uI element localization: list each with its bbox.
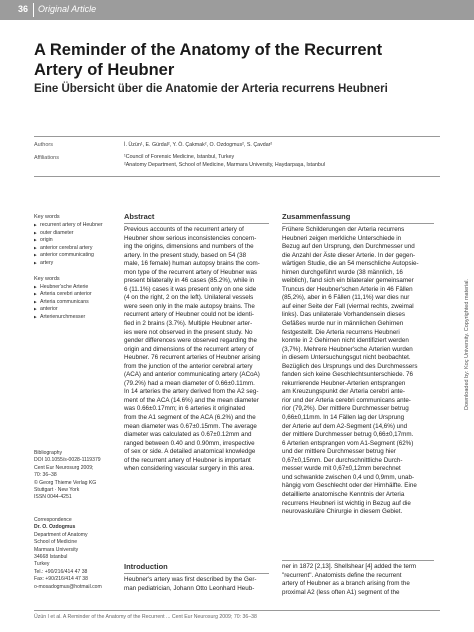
article-title: A Reminder of the Anatomy of the Recurrent Artery of Heubner <box>34 41 383 79</box>
text-line: male, 16 female) human autopsy brains the com- <box>124 260 260 268</box>
key-word: ▶ Arterienurchmesser <box>34 314 116 322</box>
bibliography-line: © Georg Thieme Verlag KG <box>34 479 97 486</box>
text-line: links). Das unilaterale Vorhandensein dieses <box>282 311 405 319</box>
key-word: ▶ outer diameter <box>34 230 116 238</box>
correspondence <box>34 517 116 591</box>
divider <box>124 573 269 574</box>
text-line: 0,66±0,11mm. In 14 Fällen lag der Ursprung <box>282 414 405 422</box>
correspondence-line: Tel.: +90/216/414 47 38 <box>34 568 88 575</box>
text-line: Heubner's artery was first described by the Ger- <box>124 576 257 583</box>
text-line: hirnen durchgeführt wurde (38 männlich, 16 <box>282 268 403 276</box>
text-line: In 14 arteries the artery derived from the A2 seg- <box>124 388 259 396</box>
text-line: der mittlere Durchmesser betrug 0,66±0,17mm. <box>282 431 414 439</box>
text-line: weiblich), fand sich ein bilateraler gemeinsamer <box>282 277 414 285</box>
key-word: ▶ Arteria communicans <box>34 299 116 307</box>
text-line: "recurrent". Anatomists define the recurrent <box>282 571 402 579</box>
text-line: messer wurde mit 0,67±0,12mm berechnet <box>282 465 401 473</box>
correspondence-name: Dr. O. Ozdogmus <box>34 524 76 531</box>
affiliation-2: ²Anatomy Department, School of Medicine, Marmara University, Haydarpaşa, Istanbul <box>124 162 325 168</box>
text-line: man pediatrician, Johann Otto Leonhard Heub- <box>124 584 255 592</box>
text-line: (4 on the right, 2 on the left). Unilateral vessels <box>124 294 254 302</box>
text-line: festgestellt. Die Arteria recurrens Heubneri <box>282 328 400 336</box>
text-line: of the recurrent artery of Heubner is important <box>124 456 251 464</box>
text-line: Frühere Schilderungen der Arteria recurrens <box>282 226 405 233</box>
text-line: fanden sich keine Geschlechtsunterschiede. 76 <box>282 371 413 379</box>
key-word: ▶ Arteria cerebri anterior <box>34 291 116 299</box>
text-line: (3,7%). Mehrere Heubner'sche Arterien wurden <box>282 345 413 353</box>
text-line: gender differences were observed regarding the <box>124 337 257 345</box>
zusammenfassung-body <box>282 226 434 517</box>
introduction-body <box>124 576 269 593</box>
abstract-heading: Abstract <box>124 212 155 221</box>
introduction-continuation <box>282 563 434 597</box>
key-word: ▶ anterior <box>34 306 116 314</box>
text-line: Heubner. 76 recurrent arteries of Heubner arising <box>124 354 261 362</box>
text-line: mon type of the recurrent artery of Heubner was <box>124 268 258 276</box>
bibliography-line: Stuttgart · New York <box>34 487 80 494</box>
text-line: Bezug auf den Ursprung, den Durchmesser und <box>282 243 415 251</box>
text-line: rior und der Arteria cerebri communicans ante- <box>282 396 411 404</box>
text-line: in diesem Untersuchungsgut nicht beobachtet. <box>282 354 411 362</box>
text-line: Bezüglich des Ursprungs und des Durchmessers <box>282 362 418 370</box>
abstract-body <box>124 226 269 474</box>
page-number: 36 <box>18 4 29 14</box>
text-line: 6 (11.1%) cases it was present only on one side <box>124 285 257 293</box>
correspondence-label: Correspondence <box>34 517 72 523</box>
text-line: (ACA) and anterior communicating artery (ACoA) <box>124 371 260 379</box>
correspondence-email[interactable]: o-mosadogmus@hotmail.com <box>34 583 102 590</box>
download-note: Downloaded by: Koç University. Copyrighted material. <box>464 278 470 410</box>
divider <box>282 223 434 224</box>
correspondence-line: 34668 Istanbul <box>34 554 68 561</box>
authors: İ. Üzün¹, E. Gürdal², Y. Ö. Çakmak², O. Ozdogmus², S. Çavdar² <box>124 142 273 148</box>
affiliations <box>124 153 454 169</box>
divider <box>124 223 269 224</box>
bibliography-label: Bibliography <box>34 450 63 456</box>
divider <box>34 176 440 177</box>
divider <box>34 610 440 611</box>
zusammenfassung-heading: Zusammenfassung <box>282 212 351 221</box>
correspondence-line: School of Medicine <box>34 539 78 546</box>
text-line: hängig vom Geschlecht oder der Hirnhälfte. Eine <box>282 482 417 490</box>
text-line: when considering vascular surgery in this area. <box>124 465 255 473</box>
text-line: Heubneri zeigen merkliche Unterschiede in <box>282 234 402 242</box>
text-line: detaillierte anatomische Kenntnis der Arteria <box>282 490 405 498</box>
sidebar <box>34 214 116 322</box>
article-subtitle: Eine Übersicht über die Anatomie der Arteria recurrens Heubneri <box>34 83 388 95</box>
section-label: Original Article <box>38 4 97 14</box>
text-line: from the junction of the anterior cerebral artery <box>124 362 253 370</box>
text-line: konnte in 2 Gehirnen nicht identifiziert werden <box>282 337 409 345</box>
text-line: present bilaterally in 46 cases (85.2%), while in <box>124 277 255 285</box>
text-line: was 0.66±0.17mm; in 6 arteries it originated <box>124 405 246 413</box>
bibliography-line: DOI 10.1055/s-0028-1119379 <box>34 457 101 464</box>
text-line: Heubner show serious inconsistencies concern- <box>124 234 257 242</box>
text-line: diameter was calculated as 0.67±0.12mm and <box>124 431 252 439</box>
text-line: neurovaskuläre Chirurgie in diesem Gebiet. <box>282 508 403 516</box>
text-line: der Arterie auf dem A2-Segment (14,6%) und <box>282 422 408 430</box>
correspondence-line: Fax: +90/216/414 47 38 <box>34 576 88 583</box>
text-line: 6 Arterien entsprangen vom A1-Segment (62%) <box>282 439 414 447</box>
correspondence-line: Marmara University <box>34 546 79 553</box>
authors-label: Authors <box>34 142 53 148</box>
schluesselwoerter-label: Key words <box>34 275 60 282</box>
key-word: ▶ anterior cerebral artery <box>34 245 116 253</box>
text-line: were seen only in the male autopsy brains. The <box>124 302 255 310</box>
text-line: ner in 1872 [2,13]. Shellshear [4] added the term <box>282 563 417 570</box>
text-line: Truncus der Heubner'schen Arterie in 46 Fällen <box>282 285 413 293</box>
text-line: fied in 2 brains (3.7%). Multiple Heubner arter- <box>124 320 253 328</box>
key-word: ▶ recurrent artery of Heubner <box>34 222 116 230</box>
text-line: und schwankte zwischen 0,4 und 0,9mm, unab- <box>282 473 415 481</box>
key-word: ▶ anterior communicating <box>34 252 116 260</box>
correspondence-line: Turkey <box>34 561 50 568</box>
text-line: recurrent artery of Heubner could not be identi- <box>124 311 254 319</box>
text-line: of sex or side. A detailed anatomical knowledge <box>124 448 256 456</box>
text-line: ing the origins, dimensions and numbers of the <box>124 243 254 251</box>
text-line: from the A1 segment of the ACA (6.2%) and the <box>124 414 256 422</box>
divider <box>282 560 434 561</box>
correspondence-line: Department of Anatomy <box>34 531 88 538</box>
header-separator <box>33 3 34 17</box>
text-line: recurrens Heubneri ist wichtig in Bezug auf die <box>282 499 411 507</box>
text-line: ment of the ACA (14.6%) and the mean diameter <box>124 396 259 404</box>
text-line: Gefäßes wurde nur in männlichen Gehirnen <box>282 320 404 328</box>
key-words-list <box>34 222 116 268</box>
key-word: ▶ Heubner'sche Arterie <box>34 284 116 292</box>
affiliations-label: Affiliations <box>34 155 59 161</box>
text-line: origin and dimensions of the recurrent artery of <box>124 345 254 353</box>
text-line: mean diameter was 0.67±0.15mm. The average <box>124 422 257 430</box>
text-line: wärtigen Studie, die an 54 menschliche Autopsie- <box>282 260 419 268</box>
affiliation-1: ¹Council of Forensic Medicine, Istanbul, Turkey <box>124 154 235 160</box>
introduction-heading: Introduction <box>124 562 168 571</box>
text-line: Previous accounts of the recurrent artery of <box>124 226 244 233</box>
text-line: ranged between 0.40 and 0.90mm, irrespective <box>124 439 255 447</box>
text-line: und der mittlere Durchmesser betrug hier <box>282 448 396 456</box>
key-word: ▶ origin <box>34 237 116 245</box>
text-line: ies were not observed in the present study. No <box>124 328 253 336</box>
text-line: rior (79,2%). Der mittlere Durchmesser betrug <box>282 405 409 413</box>
text-line: auf einer Seite der Fall (viermal rechts, zweimal <box>282 302 414 310</box>
text-line: proximal A2 (less often A1) segment of the <box>282 588 400 596</box>
bibliography-line: ISSN 0044-4251 <box>34 494 72 501</box>
text-line: am Kreuzungspunkt der Arteria cerebri ante- <box>282 388 405 396</box>
key-word: ▶ artery <box>34 260 116 268</box>
bibliography-line: Cent Eur Neurosurg 2009; <box>34 464 94 471</box>
text-line: rekurrierende Heubner-Arterien entsprangen <box>282 379 406 387</box>
text-line: (85,2%), aber in 6 Fällen (11,1%) war dies nur <box>282 294 410 302</box>
divider <box>34 136 440 137</box>
bibliography-line: 70: 36–38 <box>34 472 57 479</box>
key-words-label: Key words <box>34 214 60 220</box>
footer-citation: Üzün I et al. A Reminder of the Anatomy of the Recurrent ... Cent Eur Neurosurg 2009; 70: 36–38 <box>34 614 257 620</box>
text-line: artery of Heubner as a branch arising from the <box>282 580 410 588</box>
text-line: die Anzahl der Äste dieser Arterie. In der gegen- <box>282 251 416 259</box>
text-line: (79.2%) had a mean diameter of 0.66±0.11mm. <box>124 379 255 387</box>
schluesselwoerter-list <box>34 284 116 322</box>
text-line: artery. In the present study, based on 54 (38 <box>124 251 247 259</box>
bibliography <box>34 450 116 502</box>
text-line: 0,67±0,15mm. Der durchschnittliche Durch- <box>282 456 403 464</box>
